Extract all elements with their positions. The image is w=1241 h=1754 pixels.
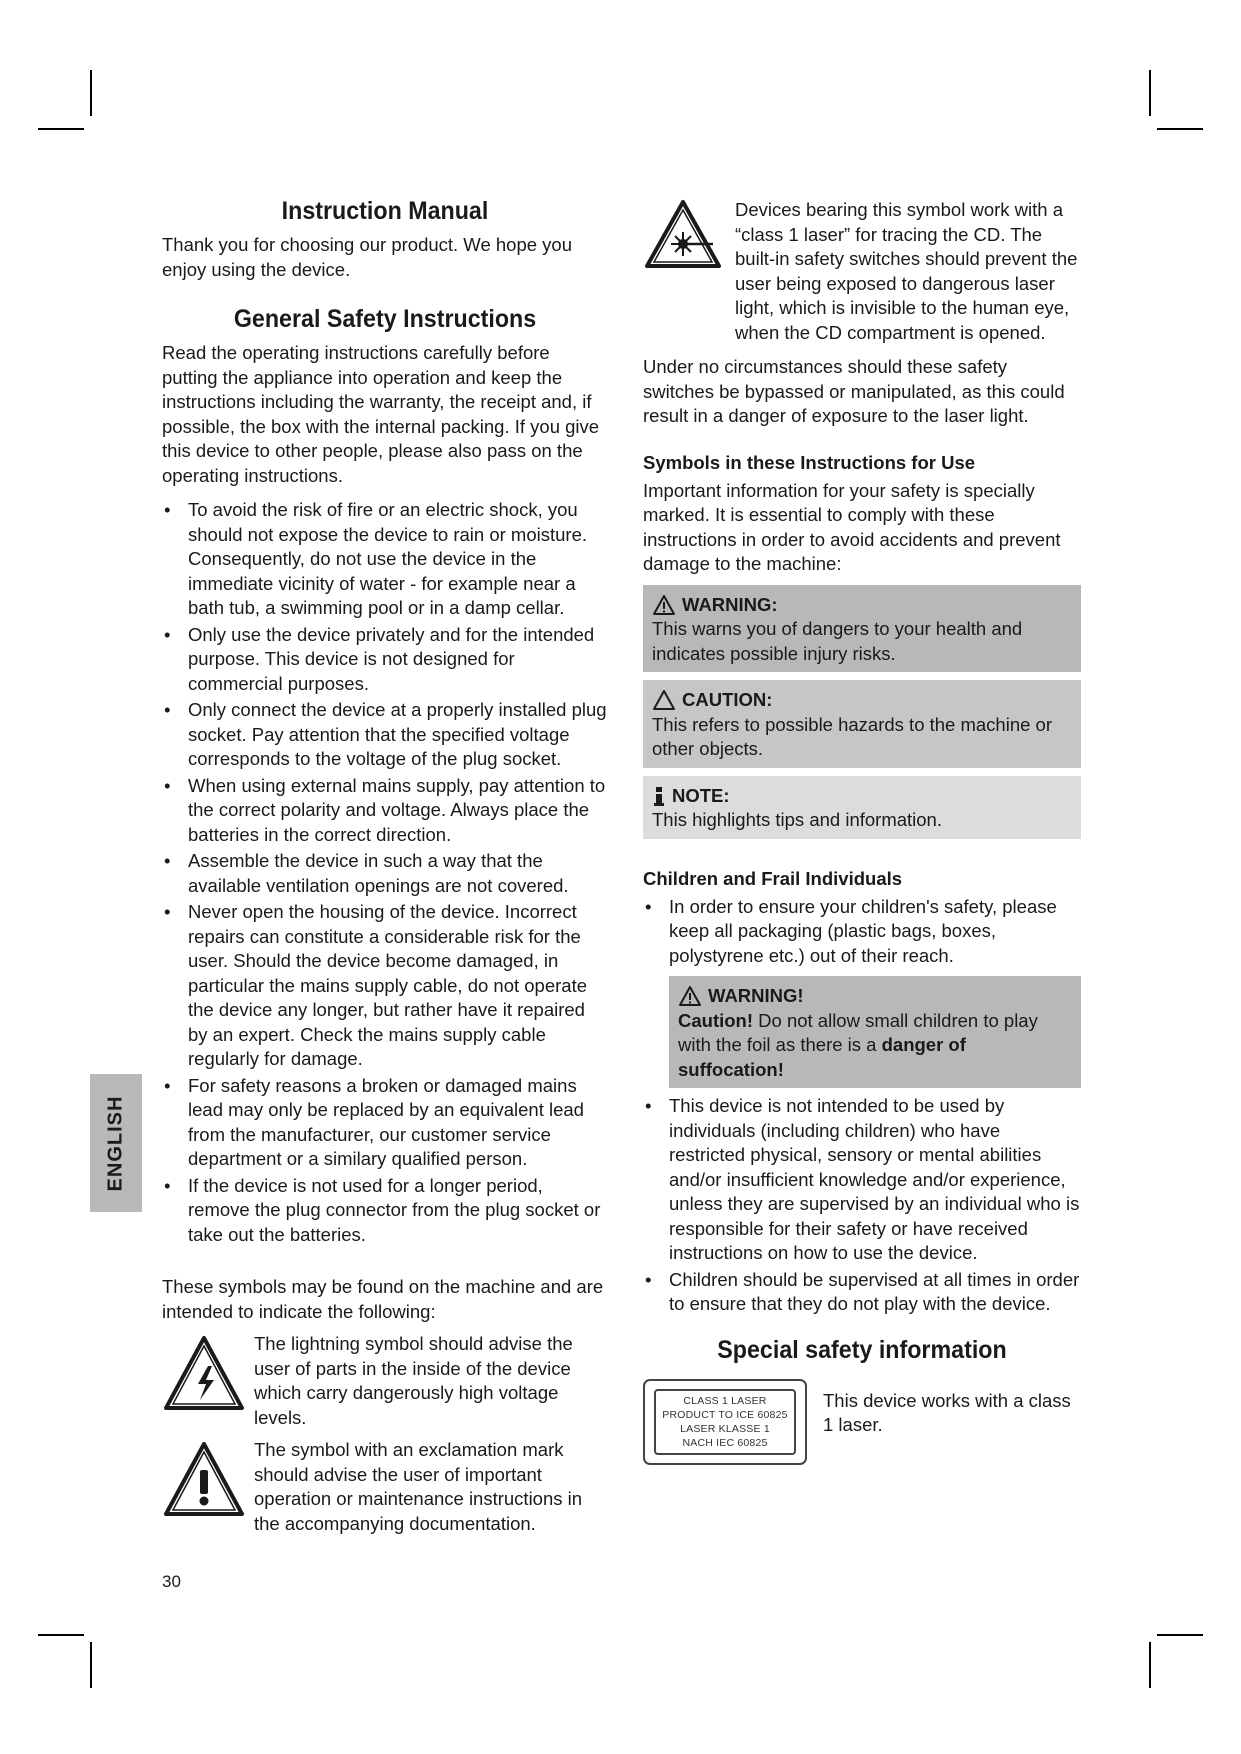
crop-mark: [90, 70, 92, 116]
lightning-warning-icon: [162, 1332, 246, 1416]
caution-label: CAUTION:: [682, 689, 773, 710]
caution-triangle-icon: [652, 689, 676, 711]
laser-class-label: [643, 1379, 807, 1465]
laser-symbol-text: Devices bearing this symbol work with a “class 1 laser” for tracing the CD. The built-in safety switches should prevent the user being exposed to dangerous laser light, which is invisible to the human eye, when the CD compartment is opened.: [735, 199, 1078, 343]
crop-mark: [38, 128, 84, 130]
laser-label-line: CLASS 1 LASER: [683, 1394, 767, 1407]
intro-text: Thank you for choosing our product. We hope you enjoy using the device.: [162, 234, 572, 280]
note-label: NOTE:: [672, 784, 730, 806]
section-title-general-safety: General Safety Instructions: [233, 305, 537, 333]
crop-mark: [1157, 128, 1203, 130]
lightning-symbol-text: The lightning symbol should advise the user of parts in the inside of the device which carry dangerously high voltage levels.: [254, 1333, 573, 1428]
children-bullet-list-2: [643, 1094, 1081, 1317]
crop-mark: [1157, 1634, 1203, 1636]
caution-heading: [652, 688, 1072, 713]
danger-text: danger of suffocation!: [678, 1034, 966, 1080]
laser-label-line: NACH IEC 60825: [682, 1436, 768, 1449]
info-icon: [652, 785, 666, 807]
laser-label-line: PRODUCT TO ICE 60825: [662, 1408, 788, 1421]
page-title: Instruction Manual: [281, 197, 489, 225]
symbols-section-title: Symbols in these Instructions for Use: [643, 451, 976, 473]
children-section-title: Children and Frail Individuals: [643, 867, 903, 889]
list-item: • Assemble the device in such a way that the available ventilation openings are not covered.: [162, 849, 608, 898]
language-tab-label: ENGLISH: [104, 1095, 127, 1191]
list-item: • To avoid the risk of fire or an electric shock, you should not expose the device to rain or moisture. Consequently, do not use the device in the immediate vicinity of water - for example near a bath tub, a swimming pool or in a damp cellar.: [162, 498, 608, 621]
laser-bypass-text: Under no circumstances should these safety switches be bypassed or manipulated, as this could result in a danger of exposure to the laser light.: [643, 356, 1065, 426]
list-item: • Never open the housing of the device. Incorrect repairs can constitute a considerable risk for the user. Should the device become damaged, in particular the mains supply cable, do not operate the device any longer, but rather have it repaired by an expert. Check the mains supply cable regularly for damage.: [162, 900, 608, 1072]
laser-warning-icon: [643, 198, 723, 282]
note-box: [643, 776, 1081, 839]
list-item: • Only use the device privately and for the intended purpose. This device is not designed for commercial purposes.: [162, 623, 608, 697]
children-bullet-list: [643, 895, 1081, 969]
warning-text: This warns you of dangers to your health and indicates possible injury risks.: [652, 618, 1023, 664]
general-safety-text: Read the operating instructions carefully before putting the appliance into operation and keep the instructions including the warranty, the receipt and, if possible, the box with the internal packing. If you give this device to other people, please also pass on the operating instructions.: [162, 342, 600, 486]
list-item: • For safety reasons a broken or damaged mains lead may only be replaced by an equivalent lead from the manufacturer, our customer service department or a similary qualified person.: [162, 1074, 608, 1172]
children-warning-box: [669, 976, 1081, 1088]
safety-bullet-list: [162, 498, 608, 1247]
exclamation-symbol-text: The symbol with an exclamation mark should advise the user of important operation or maintenance instructions in the accompanying documentation.: [254, 1439, 583, 1534]
language-tab: [90, 1074, 142, 1212]
laser-class-label-inner: [654, 1389, 796, 1455]
crop-mark: [1149, 1642, 1151, 1688]
exclamation-warning-icon: [162, 1438, 246, 1522]
laser-label-line: LASER KLASSE 1: [680, 1422, 770, 1435]
lightning-symbol-row: [162, 1332, 608, 1430]
list-item: • When using external mains supply, pay attention to the correct polarity and voltage. Always place the batteries in the correct direction.: [162, 774, 608, 848]
laser-class-row: [643, 1379, 1081, 1465]
children-warning-body: Do not allow small children to play with the foil as there is a: [678, 1009, 1038, 1055]
page-number: 30: [162, 1572, 181, 1591]
list-item: • In order to ensure your children's safety, please keep all packaging (plastic bags, boxes, polystyrene etc.) out of their reach.: [643, 895, 1081, 969]
laser-class-text: This device works with a class 1 laser.: [823, 1389, 1071, 1435]
children-warning-heading: [678, 984, 1072, 1009]
crop-mark: [1149, 70, 1151, 116]
list-item: • This device is not intended to be used by individuals (including children) who have restricted physical, sensory or mental abilities and/or insufficient knowledge and/or experience, unless they are supervised by an individual who is responsible for their safety or have received instructions on how to use the device.: [643, 1094, 1081, 1266]
list-item: • Children should be supervised at all times in order to ensure that they do not play with the device.: [643, 1268, 1081, 1317]
special-safety-title: Special safety information: [717, 1335, 1007, 1364]
crop-mark: [90, 1642, 92, 1688]
note-heading: [652, 784, 1072, 809]
caution-box: [643, 680, 1081, 768]
caution-text: This refers to possible hazards to the machine or other objects.: [652, 713, 1052, 759]
note-text: This highlights tips and information.: [652, 809, 942, 830]
symbols-section-text: Important information for your safety is specially marked. It is essential to comply with these instructions in order to avoid accidents and prevent damage to the machine:: [643, 479, 1061, 574]
warning-heading: [652, 593, 1072, 618]
laser-symbol-row: [643, 198, 1081, 345]
caution-word: Caution!: [678, 1009, 754, 1031]
children-warning-label: WARNING!: [708, 985, 804, 1006]
warning-label: WARNING:: [682, 593, 778, 615]
right-column: [643, 196, 1081, 1465]
warning-triangle-icon: [652, 594, 676, 616]
children-warning-text: [678, 1009, 1072, 1083]
warning-triangle-icon: [678, 985, 702, 1007]
list-item: • If the device is not used for a longer period, remove the plug connector from the plug socket or take out the batteries.: [162, 1174, 608, 1248]
list-item: • Only connect the device at a properly installed plug socket. Pay attention that the specified voltage corresponds to the voltage of the plug socket.: [162, 698, 608, 772]
exclamation-symbol-row: [162, 1438, 608, 1536]
crop-mark: [38, 1634, 84, 1636]
warning-box: [643, 585, 1081, 673]
symbols-intro-text: These symbols may be found on the machine and are intended to indicate the following:: [162, 1276, 604, 1322]
left-column: [162, 196, 608, 1536]
